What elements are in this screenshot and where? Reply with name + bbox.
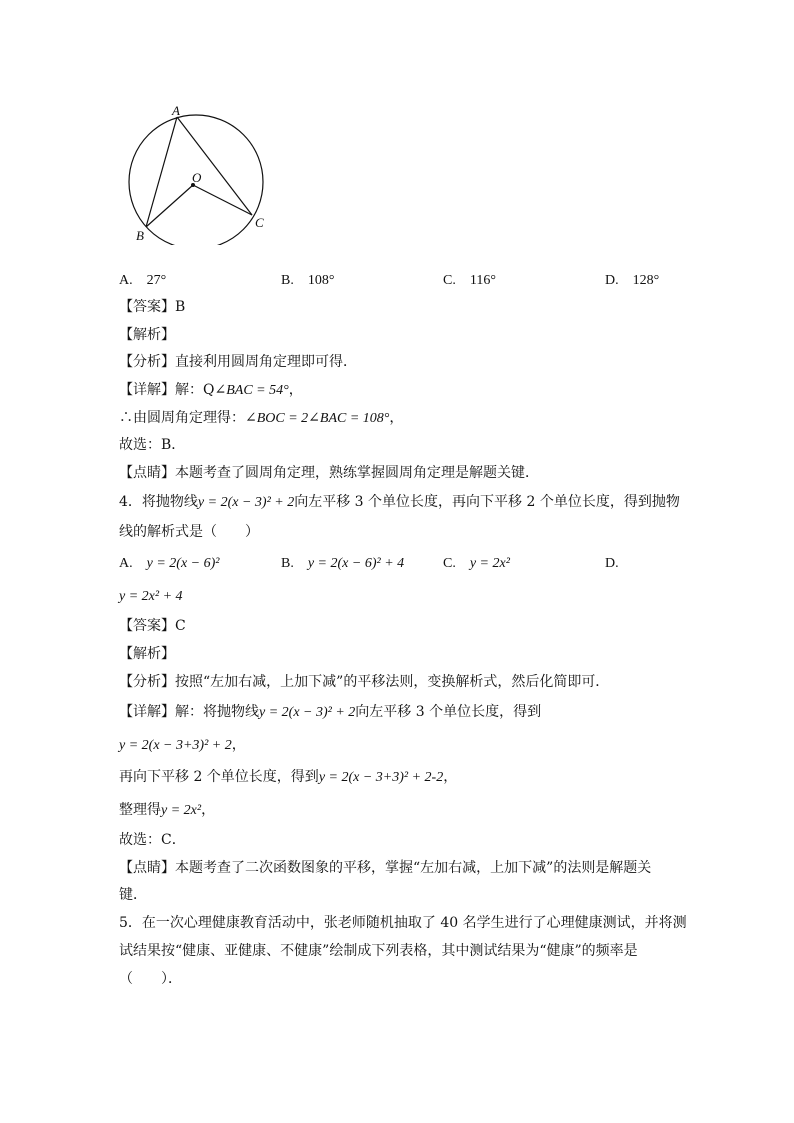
q3-fenxi: 【分析】直接利用圆周角定理即可得．	[119, 354, 357, 370]
segment-ob	[146, 185, 193, 227]
circle-geometry-figure	[120, 105, 280, 245]
text: ∴由圆周角定理得：	[119, 410, 245, 426]
math: ∠BOC = 2∠BAC = 108°	[245, 411, 390, 426]
q3-answer: 【答案】B	[119, 299, 186, 315]
option-label: D.	[605, 273, 619, 288]
option-label: A.	[119, 273, 133, 288]
math: y = 2(x − 3)² + 2	[197, 495, 295, 510]
text: ，	[288, 382, 303, 398]
option-value: y = 2(x − 6)² + 4	[307, 556, 405, 571]
math: y = 2x² + 4	[119, 589, 183, 604]
option-value: 116°	[469, 273, 496, 288]
text: 【详解】解：Q	[119, 382, 215, 398]
q5-stem-line2: 试结果按“健康、亚健康、不健康”绘制成下列表格，其中测试结果为“健康”的频率是	[119, 943, 638, 959]
option-value: y = 2x²	[469, 556, 510, 571]
q4-option-a	[119, 553, 219, 574]
q4-fenxi: 【分析】按照“左加右减，上加下减”的平移法则，变换解析式，然后化简即可．	[119, 674, 610, 690]
q4-xiangjie	[119, 702, 541, 723]
q4-dianjing-line2: 键．	[119, 887, 147, 903]
q4-step2	[119, 735, 246, 756]
option-label: A.	[119, 556, 133, 571]
q4-step3	[119, 767, 457, 788]
text: 向左平移 3 个单位长度，再向下平移 2 个单位长度，得到抛物	[294, 494, 680, 510]
text: 【详解】解：将抛物线	[119, 704, 259, 720]
option-label: B.	[281, 273, 294, 288]
text: ，	[231, 737, 246, 753]
q5-stem-line1: 5．在一次心理健康教育活动中，张老师随机抽取了 40 名学生进行了心理健康测试，并将测	[119, 915, 687, 931]
q3-xiangjie	[119, 380, 303, 401]
text: 整理得	[119, 802, 161, 818]
q4-dianjing-line1: 【点睛】本题考查了二次函数图象的平移，掌握“左加右减，上加下减”的法则是解题关	[119, 860, 652, 876]
q3-step2	[119, 408, 403, 429]
option-value: 128°	[632, 273, 660, 288]
math: y = 2(x − 3)² + 2	[259, 705, 356, 720]
q3-option-b	[281, 270, 334, 291]
label-o: O	[192, 170, 202, 185]
math: ∠BAC = 54°	[214, 383, 289, 398]
math: y = 2(x − 3+3)² + 2-2	[318, 770, 444, 785]
text: 再向下平移 2 个单位长度，得到	[119, 769, 319, 785]
label-b: B	[136, 228, 144, 243]
text: ，	[389, 410, 404, 426]
q4-option-d	[605, 553, 633, 574]
label-a: A	[172, 105, 180, 118]
text: 4．将抛物线	[119, 494, 198, 510]
q4-step4	[119, 800, 215, 821]
label-c: C	[255, 215, 264, 230]
q4-option-d-value	[119, 586, 183, 607]
q3-analysis-heading: 【解析】	[119, 327, 175, 343]
q3-dianjing: 【点睛】本题考查了圆周角定理，熟练掌握圆周角定理是解题关键．	[119, 465, 539, 481]
text: 向左平移 3 个单位长度，得到	[355, 704, 542, 720]
q4-analysis-heading: 【解析】	[119, 646, 175, 662]
q4-choose: 故选：C．	[119, 832, 186, 848]
q4-option-c	[443, 553, 510, 574]
option-label: C.	[443, 273, 456, 288]
text: ，	[201, 802, 216, 818]
option-label: B.	[281, 556, 294, 571]
text: ，	[443, 769, 458, 785]
q3-choose: 故选：B．	[119, 437, 186, 453]
option-value: 27°	[146, 273, 167, 288]
q4-answer: 【答案】C	[119, 618, 186, 634]
q4-option-b	[281, 553, 404, 574]
q4-stem-line1	[119, 492, 680, 513]
option-value: y = 2(x − 6)²	[146, 556, 220, 571]
math: y = 2(x − 3+3)² + 2	[119, 738, 232, 753]
option-value: 108°	[307, 273, 335, 288]
q4-stem-line2: 线的解析式是（ ）	[119, 524, 259, 540]
math: y = 2x²	[161, 803, 202, 818]
segment-oc	[193, 185, 252, 215]
q3-option-c	[443, 270, 496, 291]
q5-stem-line3: （ ）．	[119, 971, 182, 987]
q3-option-a	[119, 270, 166, 291]
option-label: D.	[605, 556, 619, 571]
option-label: C.	[443, 556, 456, 571]
q3-option-d	[605, 270, 659, 291]
segment-ab	[146, 117, 177, 227]
